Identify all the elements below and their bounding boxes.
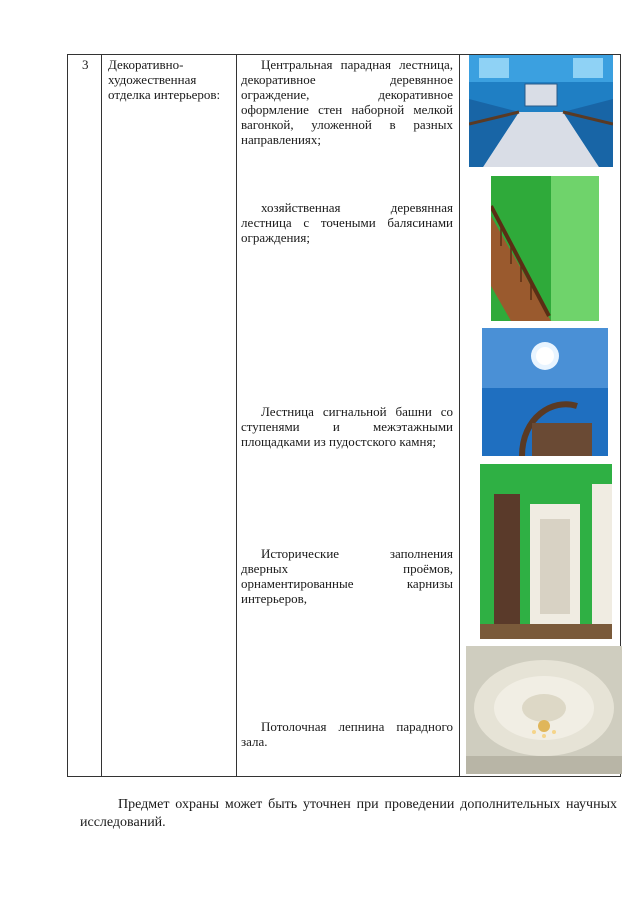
photo-central-staircase — [469, 54, 613, 167]
photo-ceiling-stucco — [466, 646, 622, 774]
item-text-3: Лестница сигнальной башни со ступенями и межэтажными площадками из пудостского камня; — [241, 404, 453, 449]
row-number: 3 — [82, 57, 89, 72]
item-text-4: Исторические заполнения дверных проёмов, орнаментированные карнизы интерьеров, — [241, 546, 453, 606]
item-text-2: хозяйственная деревянная лестница с точеными балясинами ограждения; — [241, 200, 453, 245]
row-category: Декоративно-художественная отделка интерьеров: — [108, 57, 221, 102]
column-divider — [459, 54, 460, 776]
item-text-5: Потолочная лепнина парадного зала. — [241, 719, 453, 749]
protection-table — [67, 54, 621, 777]
column-divider — [101, 54, 102, 776]
photo-service-staircase — [491, 176, 599, 321]
column-divider — [236, 54, 237, 776]
footer-paragraph: Предмет охраны может быть уточнен при проведении дополнительных научных исследований. — [80, 797, 617, 830]
item-text-1: Центральная парадная лестница, декоративное деревянное ограждение, декоративное оформление стен наборной мелкой вагонкой, уложенной в разных направлениях; — [241, 57, 453, 147]
photo-signal-tower-staircase — [482, 328, 608, 456]
table-top-border — [67, 54, 621, 55]
photo-doorways — [480, 464, 612, 639]
